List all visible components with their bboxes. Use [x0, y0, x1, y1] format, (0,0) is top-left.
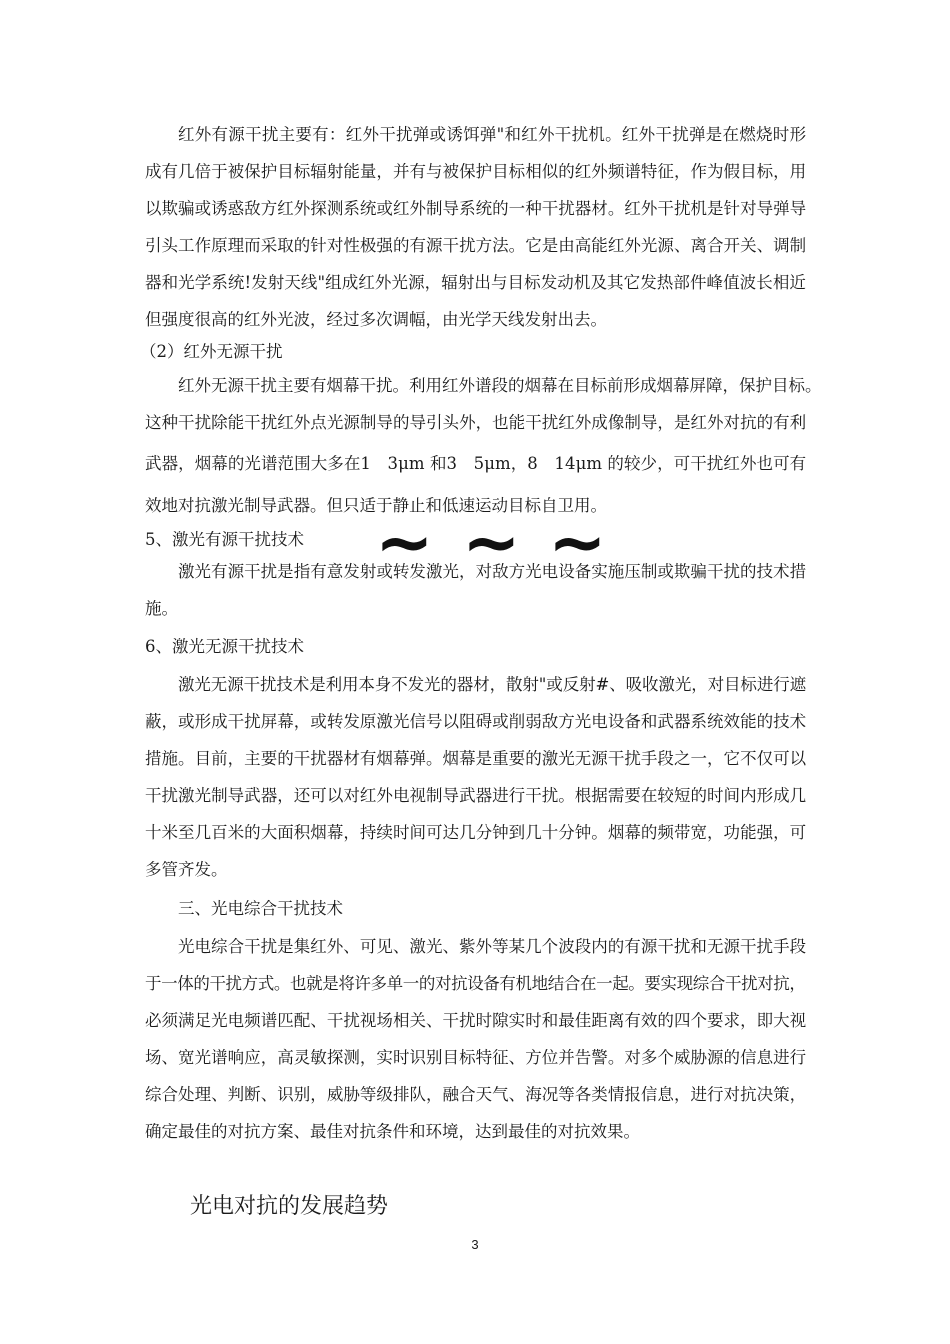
paragraph-line: 于一体的干扰方式。也就是将许多单一的对抗设备有机地结合在一起。要实现综合干扰对抗， [145, 974, 806, 993]
page-section-title: 光电对抗的发展趋势 [190, 1194, 389, 1219]
paragraph-line: 成有几倍于被保护目标辐射能量，并有与被保护目标相似的红外频谱特征，作为假目标，用 [145, 162, 807, 181]
paragraph-line: 激光有源干扰是指有意发射或转发激光，对敌方光电设备实施压制或欺骗干扰的技术措 [178, 562, 807, 581]
tilde-symbol: ~ [462, 501, 521, 583]
subsection-heading: （2）红外无源干扰 [140, 342, 283, 361]
paragraph-line: 措施。目前，主要的干扰器材有烟幕弹。烟幕是重要的激光无源干扰手段之一，它不仅可以 [145, 749, 807, 768]
page-number: 3 [471, 1237, 479, 1252]
section-heading-3: 三、光电综合干扰技术 [178, 899, 343, 918]
paragraph-line: 红外无源干扰主要有烟幕干扰。利用红外谱段的烟幕在目标前形成烟幕屏障，保护目标。 [178, 376, 822, 395]
paragraph-line: 效地对抗激光制导武器。但只适于静止和低速运动目标自卫用。 [145, 496, 607, 515]
paragraph-line: 蔽，或形成干扰屏幕，或转发原激光信号以阻碍或削弱敌方光电设备和武器系统效能的技术 [145, 712, 807, 731]
paragraph-line: 多管齐发。 [145, 860, 228, 879]
section-heading-6: 6、激光无源干扰技术 [145, 637, 304, 656]
paragraph-line: 综合处理、判断、识别，威胁等级排队，融合天气、海况等各类情报信息，进行对抗决策， [145, 1085, 807, 1104]
paragraph-line: 这种干扰除能干扰红外点光源制导的导引头外，也能干扰红外成像制导，是红外对抗的有利 [145, 413, 807, 432]
paragraph-line: 光电综合干扰是集红外、可见、激光、紫外等某几个波段内的有源干扰和无源干扰手段 [178, 937, 807, 956]
paragraph-line: 确定最佳的对抗方案、最佳对抗条件和环境，达到最佳的对抗效果。 [145, 1122, 640, 1141]
paragraph-line: 引头工作原理而采取的针对性极强的有源干扰方法。它是由高能红外光源、离合开关、调制 [145, 236, 807, 255]
paragraph-line: 器和光学系统!发射天线"组成红外光源，辐射出与目标发动机及其它发热部件峰值波长相近 [145, 273, 806, 292]
paragraph-line: 干扰激光制导武器，还可以对红外电视制导武器进行干扰。根据需要在较短的时间内形成几 [145, 786, 807, 805]
paragraph-line: 但强度很高的红外光波，经过多次调幅，由光学天线发射出去。 [145, 310, 607, 329]
section-heading-5: 5、激光有源干扰技术 [145, 530, 304, 549]
paragraph-line: 红外有源干扰主要有：红外干扰弹或诱饵弹"和红外干扰机。红外干扰弹是在燃烧时形 [178, 125, 807, 144]
paragraph-line: 施。 [145, 599, 178, 618]
paragraph-line: 武器，烟幕的光谱范围大多在1 3μm 和3 5μm，8 14μm 的较少，可干扰红外也可有 [145, 454, 807, 473]
paragraph-line: 场、宽光谱响应，高灵敏探测，实时识别目标特征、方位并告警。对多个威胁源的信息进行 [145, 1048, 807, 1067]
paragraph-line: 必须满足光电频谱匹配、干扰视场相关、干扰时隙实时和最佳距离有效的四个要求，即大视 [145, 1011, 807, 1030]
paragraph-line: 以欺骗或诱惑敌方红外探测系统或红外制导系统的一种干扰器材。红外干扰机是针对导弹导 [145, 199, 807, 218]
tilde-symbol: ~ [548, 501, 607, 583]
paragraph-line: 激光无源干扰技术是利用本身不发光的器材，散射"或反射#、吸收激光，对目标进行遮 [178, 675, 807, 694]
tilde-symbol: ~ [375, 501, 434, 583]
paragraph-line: 十米至几百米的大面积烟幕，持续时间可达几分钟到几十分钟。烟幕的频带宽，功能强，可 [145, 823, 807, 842]
